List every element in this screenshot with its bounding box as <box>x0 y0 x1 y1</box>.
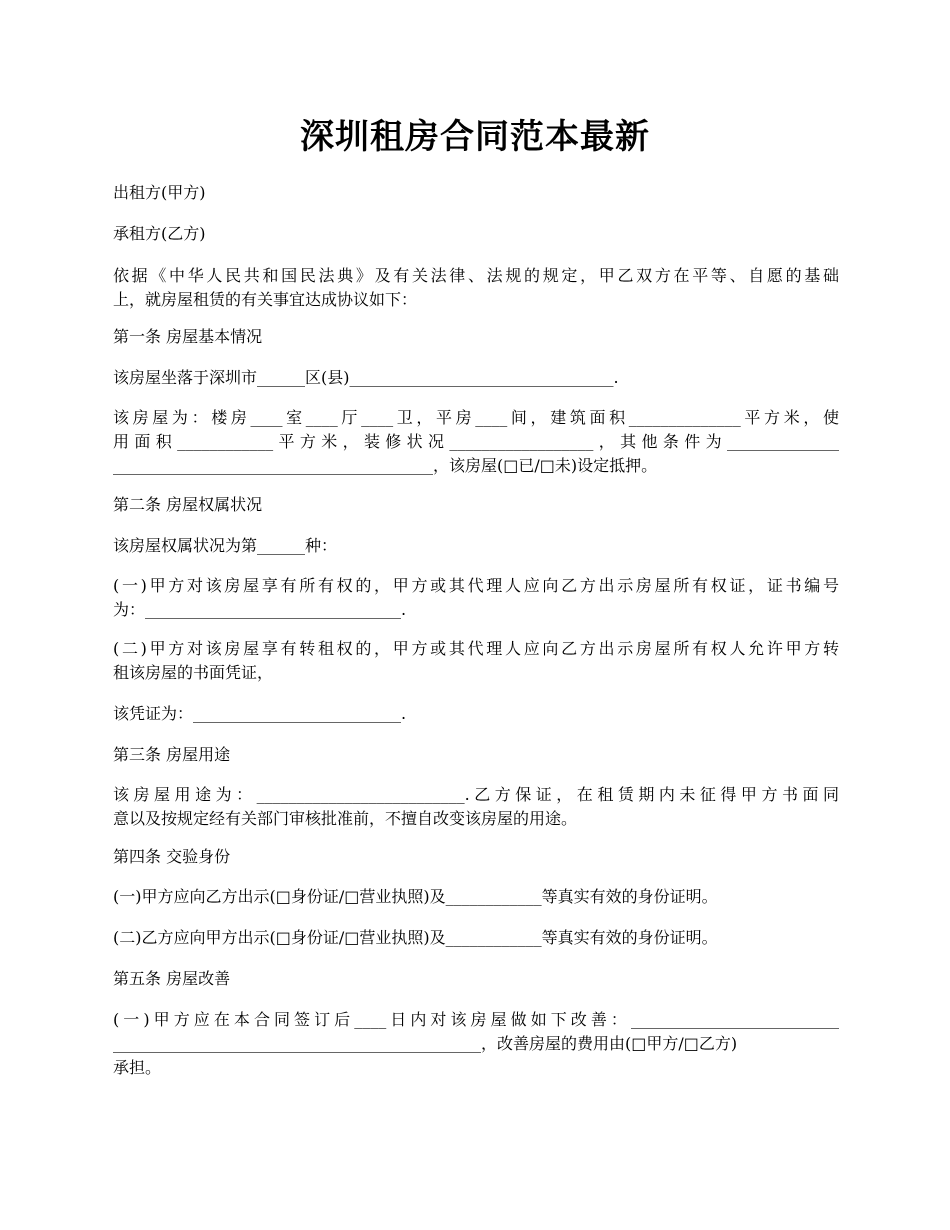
article-5-heading: 第五条 房屋改善 <box>113 969 231 988</box>
paragraph-voucher: 该凭证为：__________________________. <box>113 704 407 723</box>
paragraph-house-type-line-2: 用面积____________平方米，装修状况__________________，其他条件为______________ <box>113 432 839 451</box>
article-4-heading: 第四条 交验身份 <box>113 847 231 866</box>
article-3-heading: 第三条 房屋用途 <box>113 745 231 764</box>
paragraph-ownership-1-line-1: (一)甲方对该房屋享有所有权的，甲方或其代理人应向乙方出示房屋所有权证，证书编号 <box>113 576 839 595</box>
paragraph-house-type-line-3: ________________________________________，该房屋(□已/□未)设定抵押。 <box>113 456 658 475</box>
paragraph-ownership-1-line-2: 为：________________________________. <box>113 600 407 619</box>
article-2-heading: 第二条 房屋权属状况 <box>113 495 263 514</box>
paragraph-improvement-line-3: 承担。 <box>113 1058 162 1077</box>
paragraph-location: 该房屋坐落于深圳市______区(县)_________________________________. <box>113 368 619 387</box>
paragraph-identity-1: (一)甲方应向乙方出示(□身份证/□营业执照)及____________等真实有效的身份证明。 <box>113 887 718 906</box>
paragraph-house-type-line-1: 该房屋为：楼房____室____厅____卫，平房____间，建筑面积______________平方米，使 <box>113 408 839 427</box>
paragraph-basis-line-1: 依据《中华人民共和国民法典》及有关法律、法规的规定，甲乙双方在平等、自愿的基础 <box>113 266 839 285</box>
paragraph-identity-2: (二)乙方应向甲方出示(□身份证/□营业执照)及____________等真实有效的身份证明。 <box>113 928 718 947</box>
paragraph-ownership-2-line-1: (二)甲方对该房屋享有转租权的，甲方或其代理人应向乙方出示房屋所有权人允许甲方转 <box>113 639 839 658</box>
paragraph-basis-line-2: 上，就房屋租赁的有关事宜达成协议如下： <box>113 290 418 309</box>
paragraph-usage-line-1: 该房屋用途为：__________________________.乙方保证，在租赁期内未征得甲方书面同 <box>113 785 839 804</box>
paragraph-usage-line-2: 意以及按规定经有关部门审核批准前，不擅自改变该房屋的用途。 <box>113 809 578 828</box>
paragraph-ownership-2-line-2: 租该房屋的书面凭证， <box>113 663 274 682</box>
article-1-heading: 第一条 房屋基本情况 <box>113 327 263 346</box>
paragraph-improvement-line-1: (一)甲方应在本合同签订后____日内对该房屋做如下改善：__________________________ <box>113 1010 839 1029</box>
paragraph-lessor: 出租方(甲方) <box>113 183 206 202</box>
document-title: 深圳租房合同范本最新 <box>300 117 650 157</box>
paragraph-improvement-line-2: ______________________________________________，改善房屋的费用由(□甲方/□乙方) <box>113 1034 738 1053</box>
paragraph-lessee: 承租方(乙方) <box>113 224 206 243</box>
paragraph-ownership-kind: 该房屋权属状况为第______种： <box>113 536 338 555</box>
